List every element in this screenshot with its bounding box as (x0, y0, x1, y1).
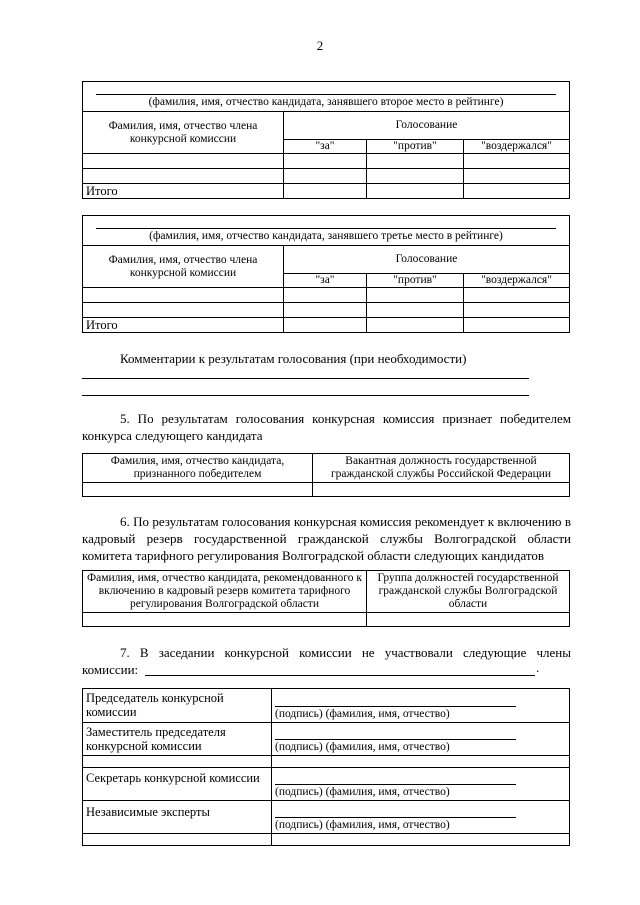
vote-table-third-place (82, 215, 570, 333)
against-column-header: "против" (367, 274, 464, 288)
vacant-position-header: Вакантная должность государственной гражданской службы Российской Федерации (313, 454, 570, 483)
candidate-caption-row (83, 82, 570, 112)
table-row (83, 288, 570, 303)
winner-name-header: Фамилия, имя, отчество кандидата, признанного победителем (83, 454, 313, 483)
signature-caption: (подпись) (фамилия, имя, отчество) (275, 819, 450, 831)
total-label: Итого (83, 318, 284, 333)
section-7-text-line2: комиссии: (82, 662, 139, 677)
signature-caption: (подпись) (фамилия, имя, отчество) (275, 708, 450, 720)
absent-members-line (145, 675, 535, 676)
candidate-caption: (фамилия, имя, отчество кандидата, занявшего второе место в рейтинге) (148, 96, 504, 108)
comment-line (82, 395, 529, 396)
vote-column-header: Голосование (284, 112, 570, 140)
position-group-header: Группа должностей государственной гражданской службы Волгоградской области (367, 571, 570, 613)
signature-row (83, 768, 570, 801)
signature-row (83, 723, 570, 756)
table-row (83, 613, 570, 627)
member-column-header: Фамилия, имя, отчество члена конкурсной комиссии (83, 112, 284, 154)
table-row (83, 483, 570, 497)
abstain-column-header: "воздержался" (464, 140, 570, 154)
member-column-header: Фамилия, имя, отчество члена конкурсной комиссии (83, 246, 284, 288)
vote-table-second-place (82, 81, 570, 199)
candidate-caption-row (83, 216, 570, 246)
table-row (83, 834, 570, 846)
signature-cell (272, 801, 570, 834)
signature-cell (272, 723, 570, 756)
period: . (536, 660, 540, 675)
total-row (83, 318, 570, 333)
signature-cell (272, 768, 570, 801)
for-column-header: "за" (284, 274, 367, 288)
candidate-caption: (фамилия, имя, отчество кандидата, занявшего третье место в рейтинге) (149, 230, 503, 242)
reserve-table (82, 570, 570, 627)
total-row (83, 184, 570, 199)
signature-role: Секретарь конкурсной комиссии (83, 768, 272, 801)
table-row (83, 169, 570, 184)
total-label: Итого (83, 184, 284, 199)
signature-caption: (подпись) (фамилия, имя, отчество) (275, 741, 450, 753)
signature-role: Заместитель председателя конкурсной комиссии (83, 723, 272, 756)
table-row (83, 303, 570, 318)
signature-table (82, 688, 570, 846)
comments-label: Комментарии к результатам голосования (при необходимости) (120, 351, 467, 366)
for-column-header: "за" (284, 140, 367, 154)
page-number: 2 (316, 38, 324, 53)
signature-caption: (подпись) (фамилия, имя, отчество) (275, 786, 450, 798)
section-6-text: 6. По результатам голосования конкурсная комиссия рекомендует к включению в кадровый резерв государственной гражданской службы Волгоградской области комитета тарифного регулирования Волгоградской области следующих кандидатов (82, 514, 571, 563)
table-row (83, 154, 570, 169)
signature-row (83, 801, 570, 834)
winner-table (82, 453, 570, 497)
comment-line (82, 378, 529, 379)
signature-role: Независимые эксперты (83, 801, 272, 834)
against-column-header: "против" (367, 140, 464, 154)
vote-column-header: Голосование (284, 246, 570, 274)
signature-row (83, 689, 570, 723)
signature-cell (272, 689, 570, 723)
abstain-column-header: "воздержался" (464, 274, 570, 288)
section-5-text: 5. По результатам голосования конкурсная комиссия признает победителем конкурса следующего кандидата (82, 411, 571, 443)
reserve-candidate-header: Фамилия, имя, отчество кандидата, рекомендованного к включению в кадровый резерв комитета тарифного регулирования Волгоградской области (83, 571, 367, 613)
section-7-text-line1: 7. В заседании конкурсной комиссии не участвовали следующие члены (120, 645, 571, 660)
signature-role: Председатель конкурсной комиссии (83, 689, 272, 723)
table-row (83, 756, 570, 768)
